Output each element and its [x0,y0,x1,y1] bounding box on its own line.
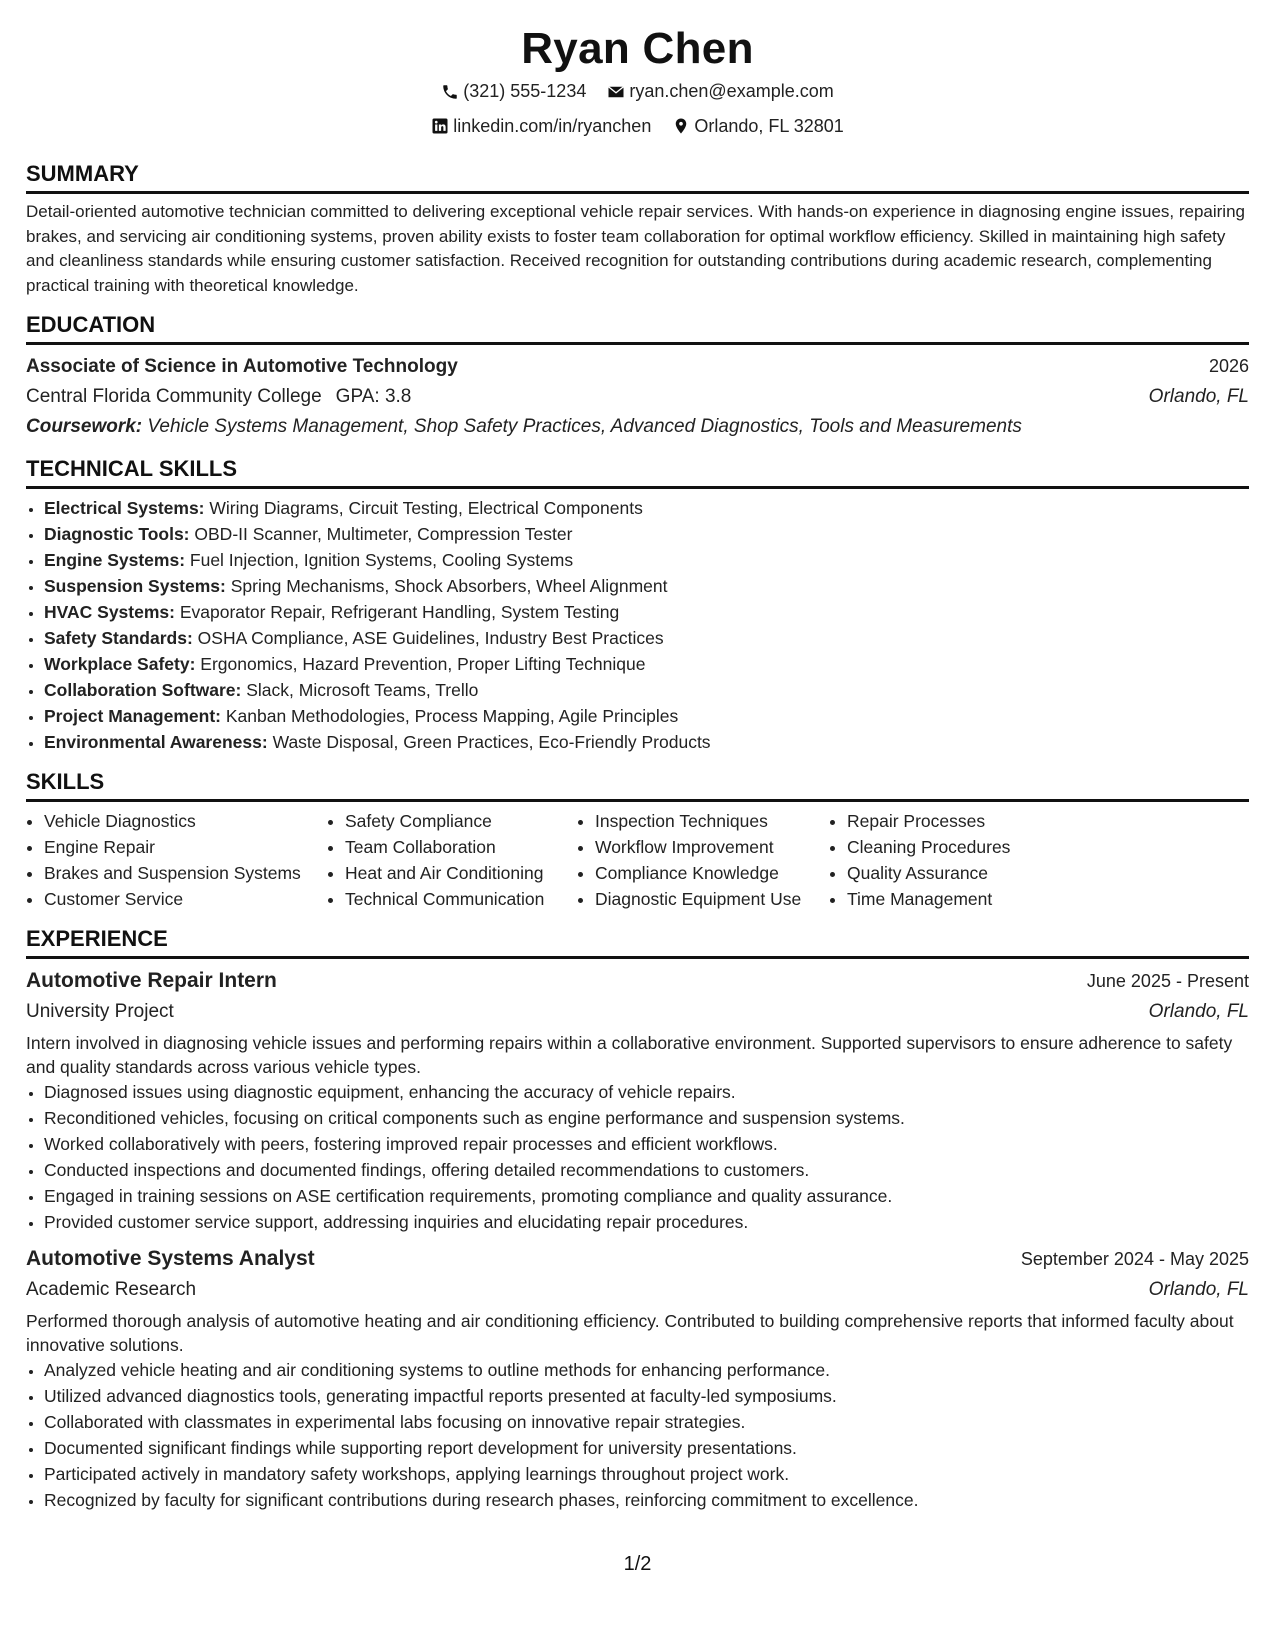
job-location: Orlando, FL [1148,1279,1249,1300]
skill-values: Spring Mechanisms, Shock Absorbers, Wheel Alignment [230,576,668,596]
list-item [44,495,1249,521]
technical-skills-section [26,454,1249,755]
contact-line-1 [26,76,1249,111]
job-org-row [26,997,1249,1027]
list-item: • Time Management [847,886,1087,912]
skill-values: Wiring Diagrams, Circuit Testing, Electrical Components [209,498,643,518]
job-description: Performed thorough analysis of automotive heating and air conditioning efficiency. Contributed to building comprehensive reports that informed faculty about innovative solutions. [26,1311,1234,1355]
list-item: • Heat and Air Conditioning [345,860,577,886]
job-location: Orlando, FL [1148,1001,1249,1022]
skills-section [26,767,1249,912]
list-item: • Engaged in training sessions on ASE certification requirements, promoting compliance and quality assurance. [44,1183,1249,1209]
map-pin-icon [672,117,690,135]
list-item: • Recognized by faculty for significant contributions during research phases, reinforcing commitment to excellence. [44,1487,1249,1513]
section-title-skills: SKILLS [26,767,1249,802]
list-item: • Safety Compliance [345,808,577,834]
contact-line-2 [26,111,1249,146]
skill-category: Electrical Systems: [44,498,205,518]
job-title: Automotive Repair Intern [26,969,277,992]
skill-values: Slack, Microsoft Teams, Trello [246,680,479,700]
technical-skills-list [26,495,1249,755]
education-degree-row [26,351,1249,382]
skill-values: Kanban Methodologies, Process Mapping, Agile Principles [225,706,679,726]
experience-section [26,924,1249,1513]
job-description: Intern involved in diagnosing vehicle issues and performing repairs within a collaborative environment. Supported supervisors to ensure adherence to safety and quality standards across various vehicle types. [26,1033,1233,1077]
resume-page [26,0,1249,1513]
list-item [44,521,1249,547]
list-item: • Collaborated with classmates in experimental labs focusing on innovative repair strategies. [44,1409,1249,1435]
skills-column-1 [26,808,327,912]
list-item: • Analyzed vehicle heating and air conditioning systems to outline methods for enhancing performance. [44,1357,1249,1383]
section-title-summary: SUMMARY [26,159,1249,194]
phone-icon [441,83,459,101]
candidate-name: Ryan Chen [521,24,754,73]
summary-section [26,159,1249,298]
contact-email[interactable] [607,76,833,107]
skill-values: Ergonomics, Hazard Prevention, Proper Lifting Technique [200,654,646,674]
list-item: • Team Collaboration [345,834,577,860]
list-item: • Brakes and Suspension Systems [44,860,327,886]
list-item: • Worked collaboratively with peers, fostering improved repair processes and efficient workflows. [44,1131,1249,1157]
skill-values: Evaporator Repair, Refrigerant Handling, System Testing [179,602,620,622]
education-school-row [26,382,1249,412]
list-item: • Customer Service [44,886,327,912]
list-item: • Quality Assurance [847,860,1087,886]
job-bullets [26,1357,1249,1513]
skill-category: Safety Standards: [44,628,193,648]
summary-text: Detail-oriented automotive technician committed to delivering exceptional vehicle repair services. With hands-on experience in diagnosing engine issues, repairing brakes, and servicing air conditioning systems, proven ability exists to foster team collaboration for optimal workflow efficiency. Skilled in maintaining high safety and cleanliness standards while ensuring customer satisfaction. Received recognition for outstanding contributions during academic research, complementing practical training with theoretical knowledge. [26,202,1245,295]
section-title-experience: EXPERIENCE [26,924,1249,959]
skill-category: HVAC Systems: [44,602,175,622]
section-title-technical-skills: TECHNICAL SKILLS [26,454,1249,489]
skill-category: Collaboration Software: [44,680,242,700]
list-item: • Compliance Knowledge [595,860,829,886]
skills-column-4 [829,808,1087,912]
list-item: • Diagnosed issues using diagnostic equipment, enhancing the accuracy of vehicle repairs. [44,1079,1249,1105]
skill-values: OSHA Compliance, ASE Guidelines, Industry Best Practices [197,628,664,648]
job-entry [26,965,1249,1235]
linkedin-text: linkedin.com/in/ryanchen [453,115,652,136]
job-title: Automotive Systems Analyst [26,1247,315,1270]
list-item [44,625,1249,651]
list-item: • Utilized advanced diagnostics tools, generating impactful reports presented at faculty-led symposiums. [44,1383,1249,1409]
skills-column-3 [577,808,829,912]
list-item [44,651,1249,677]
coursework-list: Vehicle Systems Management, Shop Safety Practices, Advanced Diagnostics, Tools and Measurements [147,416,1022,437]
job-dates: June 2025 - Present [1086,971,1249,991]
phone-text: (321) 555-1234 [463,81,587,101]
resume-header [26,0,1249,145]
list-item: • Provided customer service support, addressing inquiries and elucidating repair procedures. [44,1209,1249,1235]
list-item: • Engine Repair [44,834,327,860]
job-org-row [26,1275,1249,1305]
list-item: • Repair Processes [847,808,1087,834]
skill-values: Waste Disposal, Green Practices, Eco-Friendly Products [272,732,711,752]
skills-grid [26,808,1249,912]
skill-category: Engine Systems: [44,550,186,570]
list-item: • Diagnostic Equipment Use [595,886,829,912]
page-number: 1/2 [623,1553,652,1575]
list-item: • Participated actively in mandatory safety workshops, applying learnings throughout project work. [44,1461,1249,1487]
skill-values: OBD-II Scanner, Multimeter, Compression Tester [194,524,573,544]
list-item: • Reconditioned vehicles, focusing on critical components such as engine performance and suspension systems. [44,1105,1249,1131]
skill-category: Workplace Safety: [44,654,196,674]
skill-values: Fuel Injection, Ignition Systems, Cooling Systems [189,550,574,570]
contact-linkedin[interactable] [431,111,651,142]
list-item [44,573,1249,599]
list-item: • Technical Communication [345,886,577,912]
job-bullets [26,1079,1249,1235]
job-header-row [26,965,1249,997]
list-item: • Workflow Improvement [595,834,829,860]
list-item [44,547,1249,573]
skill-category: Diagnostic Tools: [44,524,190,544]
coursework [26,412,1249,442]
education-section [26,310,1249,442]
section-title-education: EDUCATION [26,310,1249,345]
location-text: Orlando, FL 32801 [694,115,844,136]
job-header-row [26,1243,1249,1275]
list-item: • Conducted inspections and documented findings, offering detailed recommendations to customers. [44,1157,1249,1183]
school-location: Orlando, FL [1148,386,1249,407]
contact-phone[interactable] [441,76,586,107]
list-item: • Cleaning Procedures [847,834,1087,860]
school-info [26,382,411,412]
list-item: • Documented significant findings while supporting report development for university presentations. [44,1435,1249,1461]
gpa: GPA: 3.8 [335,386,412,407]
email-text: ryan.chen@example.com [629,81,834,101]
graduation-year: 2026 [1208,356,1249,376]
job-organization: Academic Research [26,1279,197,1300]
school-name: Central Florida Community College [26,386,322,407]
list-item [44,677,1249,703]
contact-location [672,111,843,142]
list-item [44,729,1249,755]
coursework-label: Coursework: [26,416,143,437]
job-dates: September 2024 - May 2025 [1020,1249,1249,1269]
envelope-icon [607,83,625,101]
job-organization: University Project [26,1001,174,1022]
list-item: • Vehicle Diagnostics [44,808,327,834]
job-entry [26,1243,1249,1513]
list-item [44,599,1249,625]
list-item: • Inspection Techniques [595,808,829,834]
list-item [44,703,1249,729]
skill-category: Environmental Awareness: [44,732,268,752]
skill-category: Suspension Systems: [44,576,226,596]
skills-column-2 [327,808,577,912]
linkedin-icon [431,117,449,135]
degree-name: Associate of Science in Automotive Technology [26,356,458,377]
skill-category: Project Management: [44,706,221,726]
